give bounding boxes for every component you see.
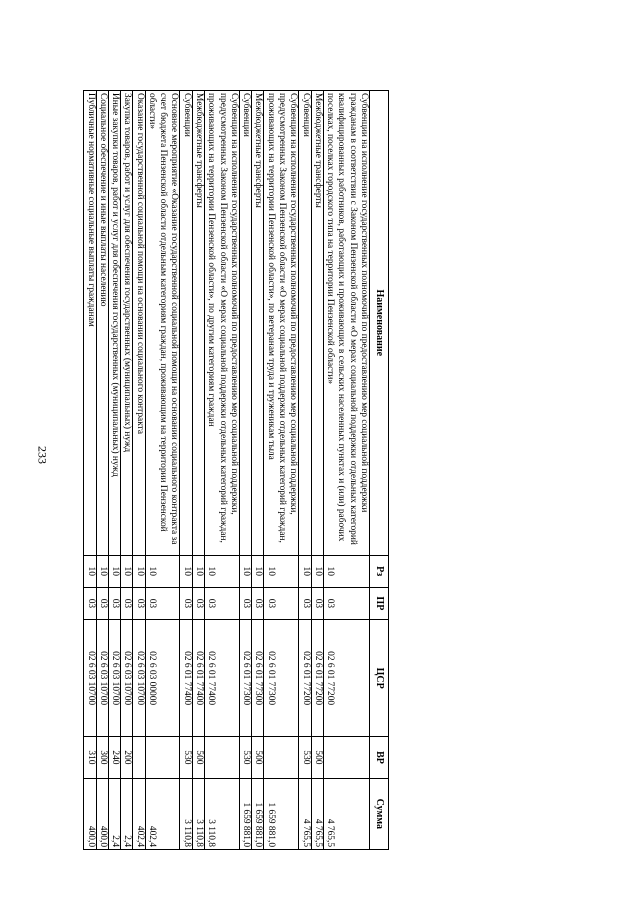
cell-csr: 02 6 03 10700 — [108, 619, 120, 736]
cell-sum: 400,0 — [84, 778, 96, 849]
cell-sum: 4 765,5 — [311, 778, 323, 849]
cell-pr: 03 — [180, 587, 192, 619]
cell-rz: 10 — [205, 555, 240, 587]
cell-name: Субвенции — [180, 91, 192, 556]
cell-name: Субвенции на исполнение государственных полномочий по предоставлению мер социальной поддержки, предусмотренных Законом Пензенской области «О мерах социальной поддержки отдельных категорий граждан, проживающих на территории Пензенской области», по другим категориям граждан — [205, 91, 240, 556]
cell-csr: 02 6 03 10700 — [96, 619, 108, 736]
header-rz: Рз — [370, 555, 389, 587]
cell-pr: 03 — [323, 587, 369, 619]
table-row — [205, 91, 240, 850]
cell-csr: 02 6 01 77200 — [299, 619, 311, 736]
cell-name: Публичные нормативные социальные выплаты гражданам — [84, 91, 96, 556]
cell-vr — [323, 737, 369, 778]
cell-rz: 10 — [239, 555, 251, 587]
cell-pr: 03 — [121, 587, 133, 619]
cell-csr: 02 6 01 77400 — [180, 619, 192, 736]
table-row — [299, 91, 311, 850]
header-vr: ВР — [370, 737, 389, 778]
cell-rz: 10 — [121, 555, 133, 587]
table-body — [84, 91, 370, 850]
cell-vr: 530 — [239, 737, 251, 778]
cell-rz: 10 — [96, 555, 108, 587]
table-row — [96, 91, 108, 850]
table-row — [180, 91, 192, 850]
cell-sum: 400,0 — [96, 778, 108, 849]
cell-pr: 03 — [239, 587, 251, 619]
cell-name: Межбюджетные трансферты — [192, 91, 204, 556]
cell-sum: 4 765,5 — [299, 778, 311, 849]
cell-pr: 03 — [311, 587, 323, 619]
table-row — [311, 91, 323, 850]
table-row — [108, 91, 120, 850]
cell-vr — [133, 737, 145, 778]
cell-rz: 10 — [108, 555, 120, 587]
cell-rz: 10 — [192, 555, 204, 587]
cell-sum: 1 659 881,0 — [252, 778, 264, 849]
cell-vr: 240 — [108, 737, 120, 778]
cell-csr: 02 6 01 77200 — [323, 619, 369, 736]
cell-sum: 3 110,8 — [180, 778, 192, 849]
header-name: Наименование — [370, 91, 389, 556]
cell-pr: 03 — [252, 587, 264, 619]
cell-rz: 10 — [180, 555, 192, 587]
cell-name: Субвенции — [239, 91, 251, 556]
cell-rz: 10 — [299, 555, 311, 587]
cell-sum: 3 110,8 — [205, 778, 240, 849]
cell-csr: 02 6 01 77300 — [239, 619, 251, 736]
table-row — [323, 91, 369, 850]
table-row — [252, 91, 264, 850]
cell-rz: 10 — [133, 555, 145, 587]
cell-name: Межбюджетные трансферты — [252, 91, 264, 556]
cell-sum: 402,4 — [145, 778, 180, 849]
cell-rz: 10 — [252, 555, 264, 587]
cell-csr: 02 6 01 77400 — [205, 619, 240, 736]
table-header-row — [370, 91, 389, 850]
cell-name: Основное мероприятие «Оказание государственной социальной помощи на основании социального контракта за счет бюджета Пензенской области отдельным категориям граждан, проживающим на территории Пензенской области» — [145, 91, 180, 556]
cell-csr: 02 6 03 00000 — [145, 619, 180, 736]
cell-name: Социальное обеспечение и иные выплаты населению — [96, 91, 108, 556]
table-row — [121, 91, 133, 850]
cell-name: Межбюджетные трансферты — [311, 91, 323, 556]
cell-csr: 02 6 03 10700 — [121, 619, 133, 736]
cell-pr: 03 — [133, 587, 145, 619]
cell-name: Субвенции на исполнение государственных полномочий по предоставлению мер социальной поддержки, предусмотренных Законом Пензенской области «О мерах социальной поддержки отдельных категорий граждан, проживающих на территории Пензенской области», по ветеранам труда и труженикам тыла — [264, 91, 299, 556]
table-row — [192, 91, 204, 850]
table-row — [239, 91, 251, 850]
cell-pr: 03 — [96, 587, 108, 619]
header-csr: ЦСР — [370, 619, 389, 736]
cell-vr — [264, 737, 299, 778]
cell-csr: 02 6 01 77300 — [252, 619, 264, 736]
cell-vr — [145, 737, 180, 778]
cell-sum: 2,4 — [108, 778, 120, 849]
budget-table — [83, 90, 389, 850]
cell-rz: 10 — [311, 555, 323, 587]
cell-vr: 530 — [299, 737, 311, 778]
table-row — [264, 91, 299, 850]
cell-name: Субвенции — [299, 91, 311, 556]
table-row — [84, 91, 96, 850]
cell-vr: 310 — [84, 737, 96, 778]
cell-pr: 03 — [299, 587, 311, 619]
cell-sum: 1 659 881,0 — [264, 778, 299, 849]
cell-csr: 02 6 01 77400 — [192, 619, 204, 736]
cell-name: Иные закупки товаров, работ и услуг для обеспечения государственных (муниципальных) нужд — [108, 91, 120, 556]
cell-pr: 03 — [108, 587, 120, 619]
cell-csr: 02 6 01 77300 — [264, 619, 299, 736]
cell-vr: 500 — [192, 737, 204, 778]
cell-vr: 200 — [121, 737, 133, 778]
cell-vr: 530 — [180, 737, 192, 778]
cell-name: Субвенции на исполнение государственных полномочий по предоставлению мер социальной поддержки гражданам в соответствии с Законом Пензенской области «О мерах социальной поддержки отдельных категорий квалифицированных работников, работающих и проживающих в сельских населенных пунктах и (или) рабочих поселках, поселках городского типа на территории Пензенской области» — [323, 91, 369, 556]
header-sum: Сумма — [370, 778, 389, 849]
cell-sum: 1 659 881,0 — [239, 778, 251, 849]
cell-csr: 02 6 03 10700 — [133, 619, 145, 736]
cell-pr: 03 — [145, 587, 180, 619]
cell-sum: 3 110,8 — [192, 778, 204, 849]
cell-sum: 4 765,5 — [323, 778, 369, 849]
cell-rz: 10 — [264, 555, 299, 587]
cell-sum: 402,4 — [133, 778, 145, 849]
page-number: 233 — [35, 446, 50, 464]
cell-csr: 02 6 03 10700 — [84, 619, 96, 736]
cell-pr: 03 — [192, 587, 204, 619]
cell-rz: 10 — [323, 555, 369, 587]
cell-rz: 10 — [145, 555, 180, 587]
table-row — [133, 91, 145, 850]
cell-pr: 03 — [205, 587, 240, 619]
cell-vr: 500 — [311, 737, 323, 778]
cell-sum: 2,4 — [121, 778, 133, 849]
cell-pr: 03 — [84, 587, 96, 619]
cell-name: Закупка товаров, работ и услуг для обеспечения государственных (муниципальных) нужд — [121, 91, 133, 556]
cell-rz: 10 — [84, 555, 96, 587]
cell-name: Оказание государственной социальной помощи на основании социального контракта — [133, 91, 145, 556]
cell-vr: 500 — [252, 737, 264, 778]
header-pr: ПР — [370, 587, 389, 619]
cell-csr: 02 6 01 77200 — [311, 619, 323, 736]
cell-vr — [205, 737, 240, 778]
cell-vr: 300 — [96, 737, 108, 778]
table-row — [145, 91, 180, 850]
cell-pr: 03 — [264, 587, 299, 619]
